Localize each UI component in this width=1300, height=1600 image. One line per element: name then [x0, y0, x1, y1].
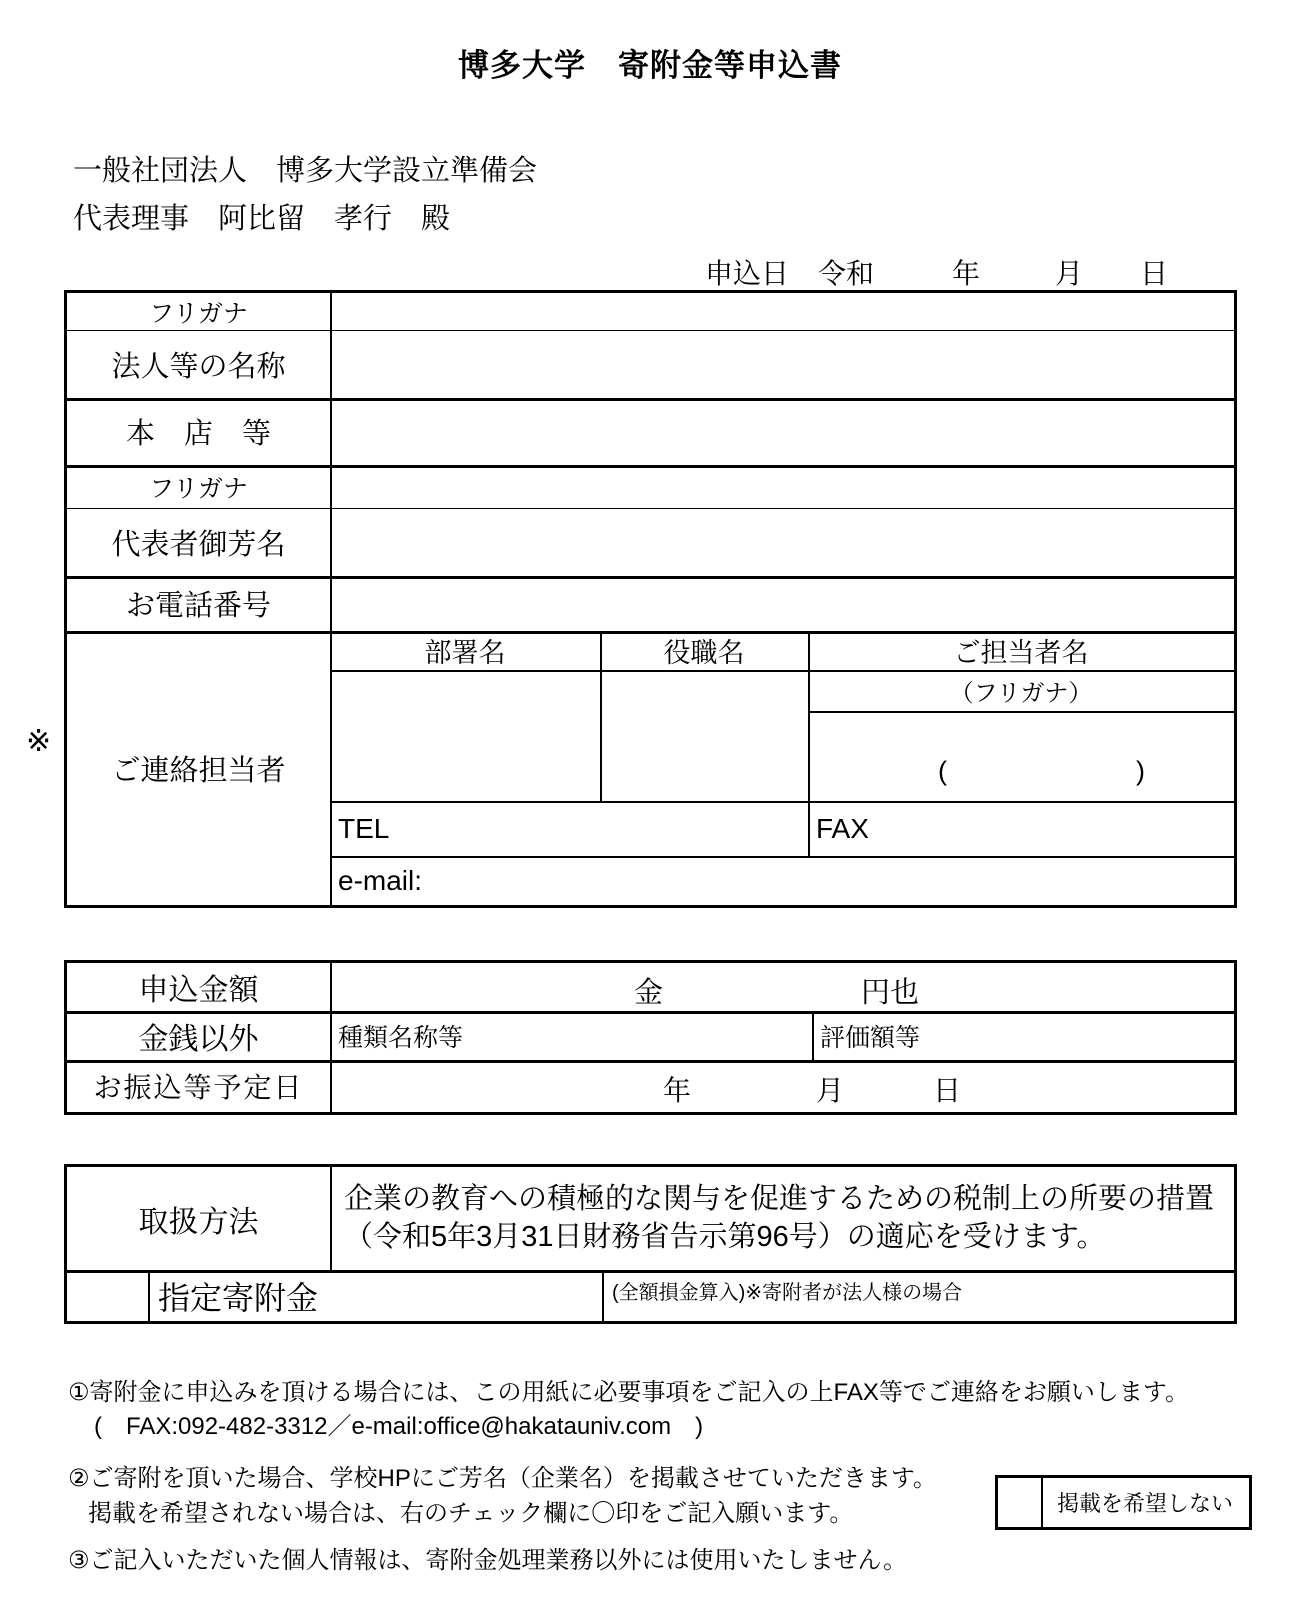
position-header: 役職名	[663, 638, 745, 668]
publication-optout-box	[995, 1475, 1252, 1530]
representative-furigana-label: フリガナ	[149, 474, 248, 503]
phone-field[interactable]	[330, 576, 1234, 631]
required-mark: ※	[26, 725, 52, 758]
transfer-day-suffix: 日	[933, 1075, 962, 1106]
designated-donation-label: 指定寄附金	[158, 1279, 319, 1316]
day-suffix: 日	[1140, 258, 1169, 289]
optout-checkbox-cell[interactable]	[998, 1478, 1041, 1527]
addressee-organization: 一般社団法人 博多大学設立準備会	[73, 155, 538, 187]
treatment-label: 取扱方法	[138, 1205, 259, 1239]
note-1-contact: ( FAX:092-482-3312／e-mail:office@hakatauniv.com )	[94, 1413, 704, 1440]
note-1: ①寄附金に申込みを頂ける場合には、この用紙に必要事項をご記入の上FAX等でご連絡をお願いします。	[68, 1379, 1189, 1406]
transfer-month-suffix: 月	[816, 1075, 845, 1106]
contact-furigana-field[interactable]: （フリガナ）	[949, 680, 1093, 707]
company-furigana-field[interactable]	[330, 293, 1234, 330]
applicant-info-table	[64, 290, 1237, 908]
designated-donation-note: (全額損金算入)※寄附者が法人様の場合	[612, 1282, 963, 1304]
company-name-label: 法人等の名称	[111, 350, 286, 383]
contact-name-header: ご担当者名	[953, 638, 1089, 668]
email-field[interactable]: e-mail:	[338, 864, 423, 896]
note-2: ②ご寄附を頂いた場合、学校HPにご芳名（企業名）を掲載させていただきます。	[68, 1465, 937, 1492]
amount-label: 申込金額	[138, 974, 259, 1007]
year-suffix: 年	[952, 258, 981, 289]
position-field[interactable]	[600, 670, 808, 801]
company-name-field[interactable]	[330, 330, 1234, 398]
contact-name-parens: ( )	[938, 756, 1145, 786]
designated-checkbox-cell[interactable]	[67, 1270, 148, 1321]
representative-name-field[interactable]	[330, 508, 1234, 576]
representative-name-label: 代表者御芳名	[111, 528, 286, 561]
month-suffix: 月	[1055, 258, 1084, 289]
treatment-text	[330, 1167, 1234, 1270]
contact-person-label: ご連絡担当者	[111, 754, 286, 787]
company-furigana-label: フリガナ	[149, 299, 248, 328]
amount-prefix: 金	[634, 977, 664, 1009]
amount-table	[64, 960, 1237, 1115]
note-3: ③ご記入いただいた個人情報は、寄附金処理業務以外には使用いたしません。	[68, 1547, 907, 1574]
tel-field[interactable]: TEL	[338, 812, 390, 844]
transfer-year-suffix: 年	[663, 1075, 692, 1106]
addressee-representative: 代表理事 阿比留 孝行 殿	[73, 203, 451, 235]
valuation-field[interactable]: 評価額等	[820, 1023, 921, 1052]
treatment-line1: 企業の教育への積極的な関与を促進するための税制上の所要の措置	[344, 1182, 1215, 1215]
page-title: 博多大学 寄附金等申込書	[458, 48, 842, 83]
transfer-date-field[interactable]	[330, 1060, 1234, 1112]
head-office-label: 本 店 等	[125, 418, 271, 450]
contact-name-field[interactable]	[808, 711, 1234, 801]
phone-label: お電話番号	[125, 590, 271, 622]
optout-label: 掲載を希望しない	[1056, 1491, 1233, 1516]
nonmoney-label: 金銭以外	[138, 1022, 259, 1056]
era-label: 令和	[818, 258, 875, 289]
transfer-date-label: お振込等予定日	[93, 1072, 304, 1103]
application-date-label: 申込日	[705, 258, 790, 289]
tax-treatment-table	[64, 1164, 1237, 1324]
note-2-line2: 掲載を希望されない場合は、右のチェック欄に〇印をご記入願います。	[88, 1500, 854, 1527]
department-header: 部署名	[424, 638, 506, 668]
fax-field[interactable]: FAX	[816, 812, 869, 844]
amount-field[interactable]	[330, 963, 1234, 1011]
kind-name-field[interactable]: 種類名称等	[338, 1023, 464, 1052]
treatment-line2: （令和5年3月31日財務省告示第96号）の適応を受けます。	[344, 1220, 1106, 1253]
department-field[interactable]	[330, 670, 600, 801]
head-office-field[interactable]	[330, 398, 1234, 465]
representative-furigana-field[interactable]	[330, 465, 1234, 508]
amount-suffix: 円也	[861, 977, 920, 1009]
